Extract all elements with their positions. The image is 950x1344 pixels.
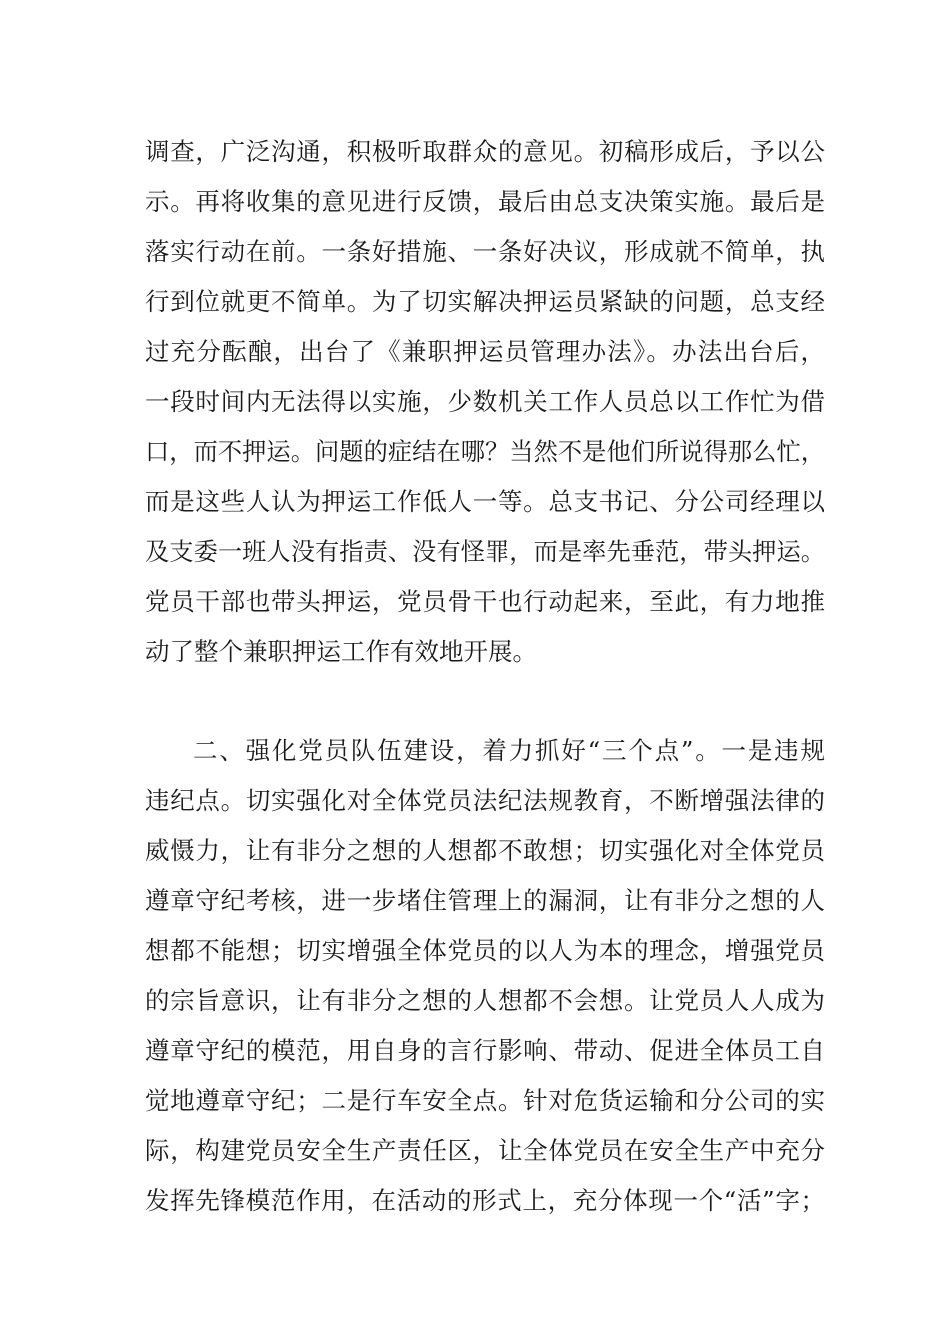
text-line: 想都不能想；切实增强全体党员的以人为本的理念，增强党员 xyxy=(145,936,825,965)
text-line: 威慑力，让有非分之想的人想都不敢想；切实强化对全体党员 xyxy=(145,836,825,865)
text-line: 觉地遵章守纪；二是行车安全点。针对危货运输和分公司的实 xyxy=(145,1086,825,1115)
text-line: 行到位就更不简单。为了切实解决押运员紧缺的问题，总支经 xyxy=(145,287,825,316)
text-line: 调查，广泛沟通，积极听取群众的意见。初稿形成后，予以公 xyxy=(145,137,825,166)
text-line: 示。再将收集的意见进行反馈，最后由总支决策实施。最后是 xyxy=(145,187,825,216)
text-line: 一段时间内无法得以实施，少数机关工作人员总以工作忙为借 xyxy=(145,387,825,416)
text-line: 过充分酝酿，出台了《兼职押运员管理办法》。办法出台后， xyxy=(145,337,825,366)
text-line: 发挥先锋模范作用，在活动的形式上，充分体现一个“活”字； xyxy=(145,1186,825,1215)
text-line: 的宗旨意识，让有非分之想的人想都不会想。让党员人人成为 xyxy=(145,986,825,1015)
text-line: 而是这些人认为押运工作低人一等。总支书记、分公司经理以 xyxy=(145,487,825,516)
text-line: 党员干部也带头押运，党员骨干也行动起来，至此，有力地推 xyxy=(145,587,825,616)
text-line: 际，构建党员安全生产责任区，让全体党员在安全生产中充分 xyxy=(145,1136,825,1165)
text-line: 落实行动在前。一条好措施、一条好决议，形成就不简单，执 xyxy=(145,237,825,266)
text-line: 遵章守纪的模范，用自身的言行影响、带动、促进全体员工自 xyxy=(145,1036,825,1065)
text-line: 口，而不押运。问题的症结在哪？当然不是他们所说得那么忙， xyxy=(145,437,825,466)
text-line: 遵章守纪考核，进一步堵住管理上的漏洞，让有非分之想的人 xyxy=(145,886,825,915)
text-line: 动了整个兼职押运工作有效地开展。 xyxy=(145,637,537,666)
text-line: 违纪点。切实强化对全体党员法纪法规教育，不断增强法律的 xyxy=(145,786,825,815)
text-line: 二、强化党员队伍建设，着力抓好“三个点”。一是违规 xyxy=(193,736,825,765)
text-line: 及支委一班人没有指责、没有怪罪，而是率先垂范，带头押运。 xyxy=(145,537,825,566)
